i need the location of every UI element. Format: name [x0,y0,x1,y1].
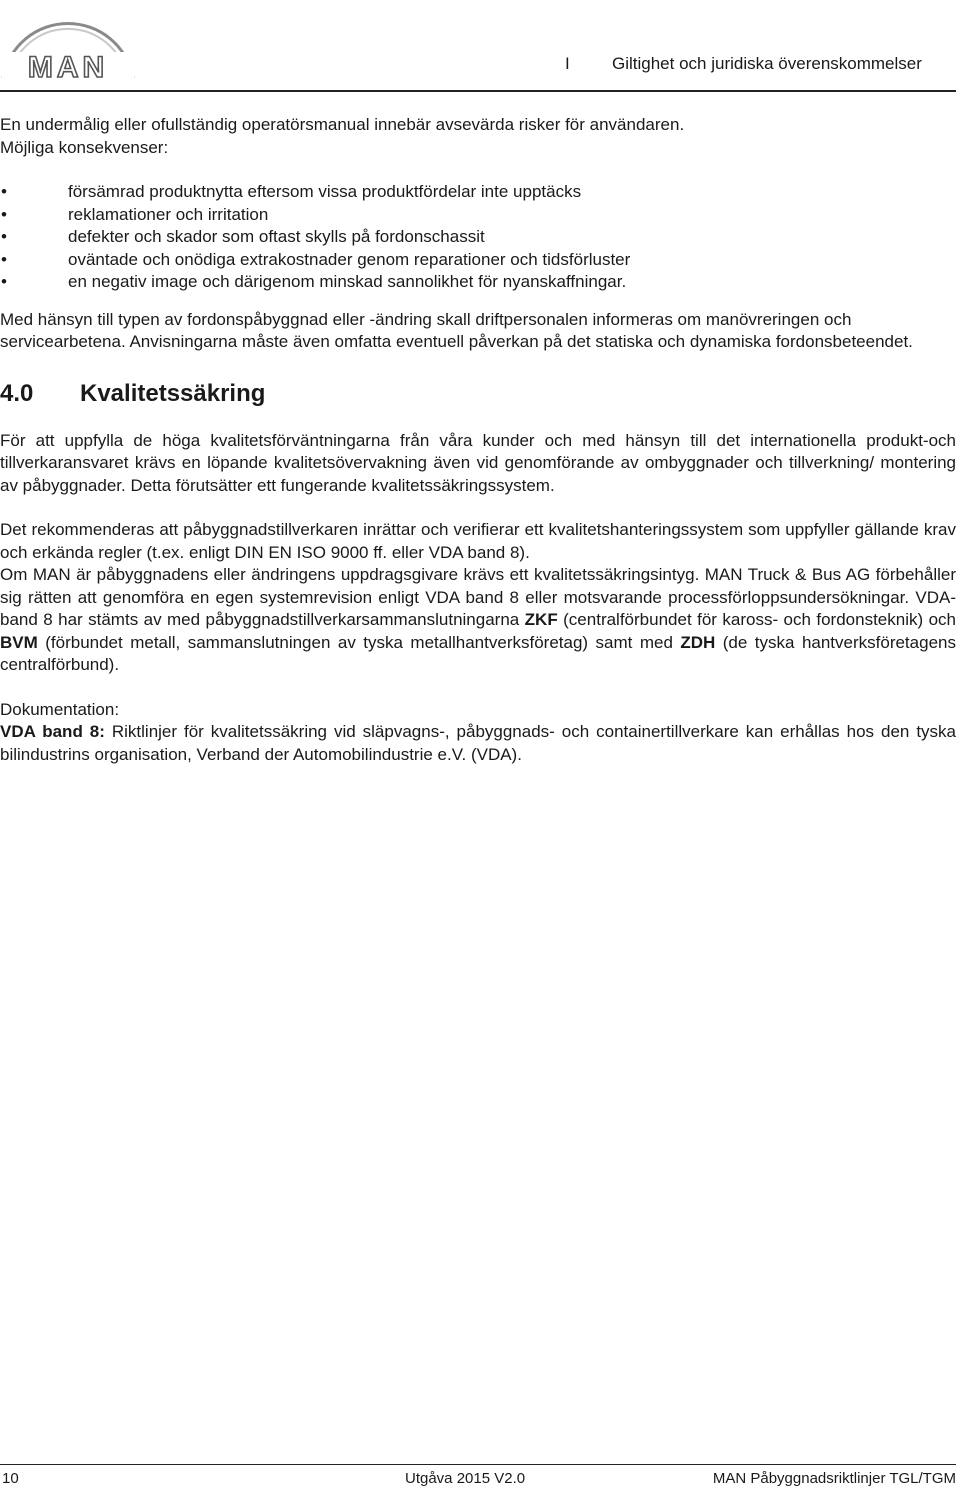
header-divider [0,90,956,92]
section-heading [0,379,956,409]
consequence-list [0,181,956,294]
list-item [0,181,956,204]
bullet-icon: • [1,182,7,201]
vda-band-label: VDA band 8: [0,722,105,741]
list-item [0,204,956,227]
section-title: Kvalitetssäkring [80,379,266,407]
audit-text: (centralförbundet för kaross- och fordonsteknik) och [557,610,956,629]
list-item [0,226,956,249]
documentation-label: Dokumentation: [0,699,120,719]
bullet-icon: • [1,249,7,269]
list-item [0,271,956,294]
intro-paragraph [0,114,956,159]
section-number: 4.0 [0,379,34,407]
audit-text: Om MAN är påbyggnadens eller ändringens uppdragsgivare krävs ett kvalitetssäkringsintyg. MAN Truck & Bus AG förbehåller sig rätten att genomföra en egen systemrevision enligt VDA band 8 eller motsvarande processförloppsundersökningar. VDA-band 8 har stämts av med påbyggnadstillverkarsammanslutningarna [0,565,956,629]
list-item-text: en negativ image och därigenom minskad sannolikhet för nyanskaffningar. [68,272,627,291]
document-title: MAN Påbyggnadsriktlinjer TGL/TGM [712,1470,956,1487]
footer-divider [0,1464,956,1465]
edition-label: Utgåva 2015 V2.0 [405,1470,526,1487]
list-item-text: oväntade och onödiga extrakostnader genom reparationer och tidsförluster [68,249,631,269]
audit-text: (de tyska hantverksföretagens centralförbund). [0,632,956,674]
logo-wordmark: MAN [27,51,109,82]
page-number: 10 [2,1470,19,1487]
documentation-text: Riktlinjer för kvalitetssäkring vid släpvagns-, påbyggnads- och containertillverkare kan erhållas hos den tyska bilindustrins organisation, Verband der Automobilindustrie e.V. (VDA). [0,722,956,764]
man-logo [0,2,136,82]
bullet-icon: • [1,227,7,246]
intro-line-1: En undermålig eller ofullständig operatörsmanual innebär avsevärda risker för användaren. [0,115,685,134]
zdh-abbr: ZDH [680,632,716,652]
chapter-title: Giltighet och juridiska överenskommelser [612,54,922,73]
recommend-paragraph: Det rekommenderas att påbyggnadstillverkaren inrättar och verifierar ett kvalitetshanteringssystem som uppfyller gällande krav och erkända regler (t.ex. enligt DIN EN ISO 9000 ff. eller VDA band 8). [0,520,956,562]
quality-paragraph: För att uppfylla de höga kvalitetsförväntningarna från våra kunder och med hänsyn till det internationella produkt-och tillverkaransvaret krävs en löpande kvalitetsövervakning även vid genomförande av ombyggnader och tillverkning/ montering av påbyggnader. Detta förutsätter ett fungerande kvalitetssäkringssystem. [0,430,956,495]
zkf-abbr: ZKF [524,610,558,629]
audit-text: (förbundet metall, sammanslutningen av tyska metallhantverksföretag) samt med [37,632,681,652]
list-item-text: reklamationer och irritation [68,204,269,224]
list-item [0,249,956,272]
documentation-paragraph [0,721,956,766]
audit-paragraph [0,564,956,677]
bvm-abbr: BVM [0,632,38,652]
training-paragraph: Med hänsyn till typen av fordonspåbyggnad eller -ändring skall driftpersonalen informeras om manövreringen och servicearbetena. Anvisningarna måste även omfatta eventuell påverkan på det statiska och dynamiska fordonsbeteendet. [0,309,913,351]
bullet-icon: • [1,272,7,291]
intro-line-2: Möjliga konsekvenser: [0,137,169,157]
bullet-icon: • [1,204,7,224]
list-item-text: defekter och skador som oftast skylls på fordonschassit [68,227,485,246]
list-item-text: försämrad produktnytta eftersom vissa produktfördelar inte upptäcks [68,182,582,201]
page-body [0,114,956,766]
chapter-number: I [565,54,570,73]
